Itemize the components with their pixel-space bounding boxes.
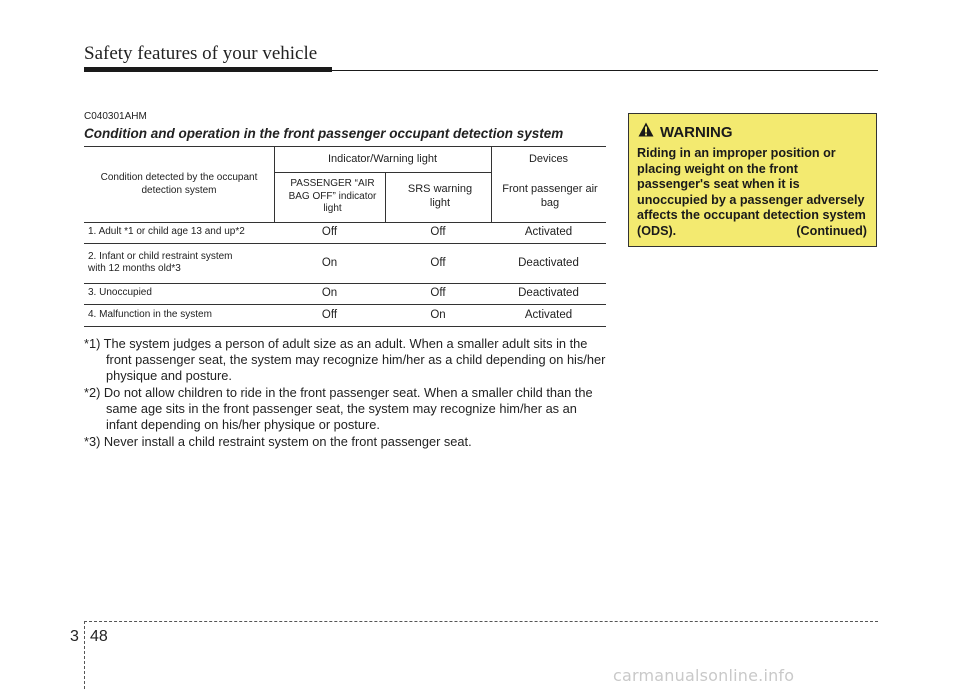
row-indicator: Off [321, 308, 338, 321]
row-airbag: Activated [524, 308, 573, 321]
header-srs-light: SRS warning light [407, 183, 473, 209]
footer-rule [84, 621, 878, 622]
row-srs: Off [430, 226, 446, 239]
row-condition: 2. Infant or child restraint system with 12 months old*3 [88, 250, 233, 274]
header-passenger-light: PASSENGER “AIR BAG OFF” indicator light [288, 178, 377, 215]
warning-triangle-icon [638, 122, 654, 142]
footnote: *2) Do not allow children to ride in the front passenger seat. When a smaller child than the same age sits in the front passenger seat, the system may recognize him/her as an infant depending on his/her physique or posture. [84, 385, 593, 432]
header-rule-thin [332, 70, 878, 71]
footer-divider [84, 621, 85, 689]
row-indicator: On [321, 287, 338, 300]
row-srs: Off [430, 287, 446, 300]
header-front-airbag: Front passenger air bag [502, 183, 598, 209]
header-indicator-group: Indicator/Warning light [327, 152, 438, 165]
warning-box [628, 113, 877, 247]
section-number: 3 [70, 628, 79, 645]
warning-body: Riding in an improper position or placing weight on the front passenger's seat when it is unoccupied by a passenger adversely affects the occupant detection system (ODS). [637, 146, 866, 238]
page-header-title: Safety features of your vehicle [84, 43, 318, 64]
footnote: *3) Never install a child restraint system on the front passenger seat. [84, 434, 472, 449]
warning-title-row [638, 122, 733, 142]
row-indicator: Off [321, 226, 338, 239]
table-vline [385, 172, 386, 222]
row-airbag: Deactivated [518, 287, 579, 300]
row-condition: 4. Malfunction in the system [88, 308, 212, 320]
warning-continued: (Continued) [796, 224, 867, 238]
warning-title: WARNING [660, 123, 733, 141]
occupant-detection-table [84, 146, 606, 327]
section-code: C040301AHM [84, 111, 147, 122]
section-heading: Condition and operation in the front passenger occupant detection system [84, 126, 564, 141]
header-rule-thick [84, 67, 332, 72]
row-airbag: Deactivated [518, 256, 579, 269]
row-indicator: On [321, 256, 338, 269]
header-condition: Condition detected by the occupant detection system [100, 172, 258, 196]
header-devices-group: Devices [528, 152, 569, 165]
row-srs: Off [430, 256, 446, 269]
footnotes [84, 336, 606, 451]
watermark: carmanualsonline.info [613, 666, 795, 685]
footnote: *1) The system judges a person of adult size as an adult. When a smaller adult sits in the front passenger seat, the system may recognize him/her as a child depending on his/her physique and posture. [84, 336, 606, 383]
row-condition: 3. Unoccupied [88, 287, 152, 299]
row-airbag: Activated [524, 226, 573, 239]
row-condition: 1. Adult *1 or child age 13 and up*2 [88, 226, 245, 238]
row-srs: On [430, 308, 446, 321]
page-number: 48 [90, 628, 108, 645]
